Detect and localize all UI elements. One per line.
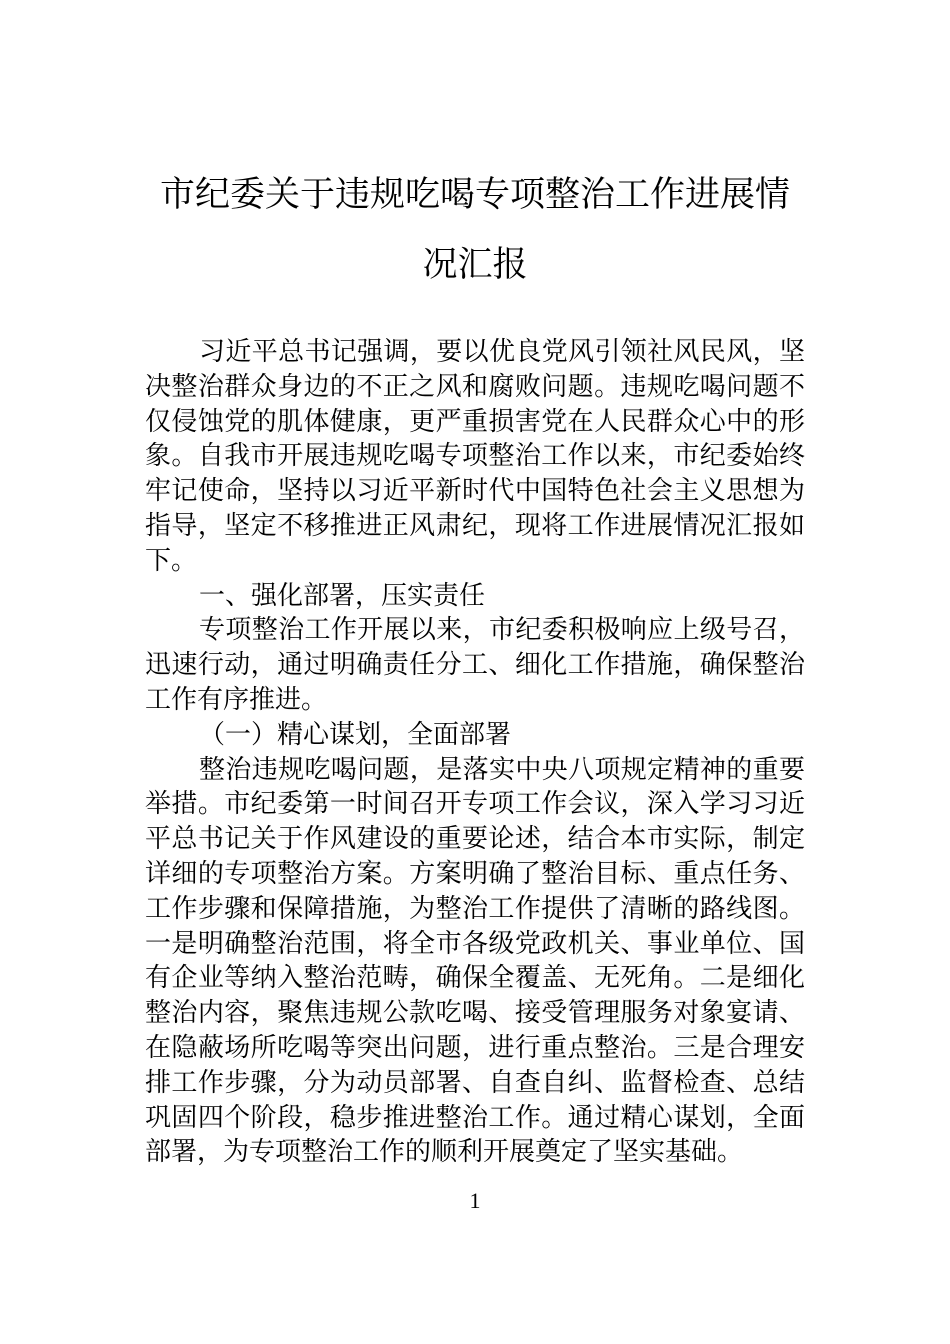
title-line: 市纪委关于违规吃喝专项整治工作进展情 [159,175,790,215]
document-body [145,335,805,1170]
page-number: 1 [469,1188,481,1213]
text-line: 平总书记关于作风建设的重要论述，结合本市实际，制定 [145,824,805,855]
text-line: 仅侵蚀党的肌体健康，更严重损害党在人民群众心中的形 [145,406,805,437]
text-line: 在隐蔽场所吃喝等突出问题，进行重点整治。三是合理安 [145,1032,805,1063]
text-line: （一）精心谋划，全面部署 [199,719,512,750]
text-line: 一、强化部署，压实责任 [199,580,486,611]
document-title [140,160,810,300]
text-line: 一是明确整治范围，将全市各级党政机关、事业单位、国 [145,928,805,959]
paragraph [145,753,805,1171]
paragraph [145,613,805,717]
text-line: 详细的专项整治方案。方案明确了整治目标、重点任务、 [145,858,805,889]
text-line: 指导，坚定不移推进正风肃纪，现将工作进展情况汇报如 [145,510,805,541]
text-line: 迅速行动，通过明确责任分工、细化工作措施，确保整治 [145,650,805,681]
text-line: 整治违规吃喝问题，是落实中央八项规定精神的重要 [199,754,805,785]
text-line: 巩固四个阶段，稳步推进整治工作。通过精心谋划，全面 [145,1102,805,1133]
paragraph [145,335,805,579]
text-line: 下。 [145,545,198,576]
section-heading [145,579,805,614]
text-line: 专项整治工作开展以来，市纪委积极响应上级号召， [199,615,805,646]
text-line: 部署，为专项整治工作的顺利开展奠定了坚实基础。 [145,1137,744,1168]
section-heading [145,718,805,753]
text-line: 排工作步骤，分为动员部署、自查自纠、监督检查、总结 [145,1067,805,1098]
text-line: 习近平总书记强调，要以优良党风引领社风民风，坚 [199,337,805,367]
text-line: 工作步骤和保障措施，为整治工作提供了清晰的路线图。 [145,893,805,924]
text-line: 决整治群众身边的不正之风和腐败问题。违规吃喝问题不 [145,371,805,402]
text-line: 整治内容，聚焦违规公款吃喝、接受管理服务对象宴请、 [145,998,805,1029]
title-line: 况汇报 [422,245,528,285]
text-line: 象。自我市开展违规吃喝专项整治工作以来，市纪委始终 [145,441,805,472]
text-line: 举措。市纪委第一时间召开专项工作会议，深入学习习近 [145,789,805,820]
text-line: 有企业等纳入整治范畴，确保全覆盖、无死角。二是细化 [145,963,805,994]
text-line: 牢记使命，坚持以习近平新时代中国特色社会主义思想为 [145,476,805,507]
text-line: 工作有序推进。 [145,684,328,715]
